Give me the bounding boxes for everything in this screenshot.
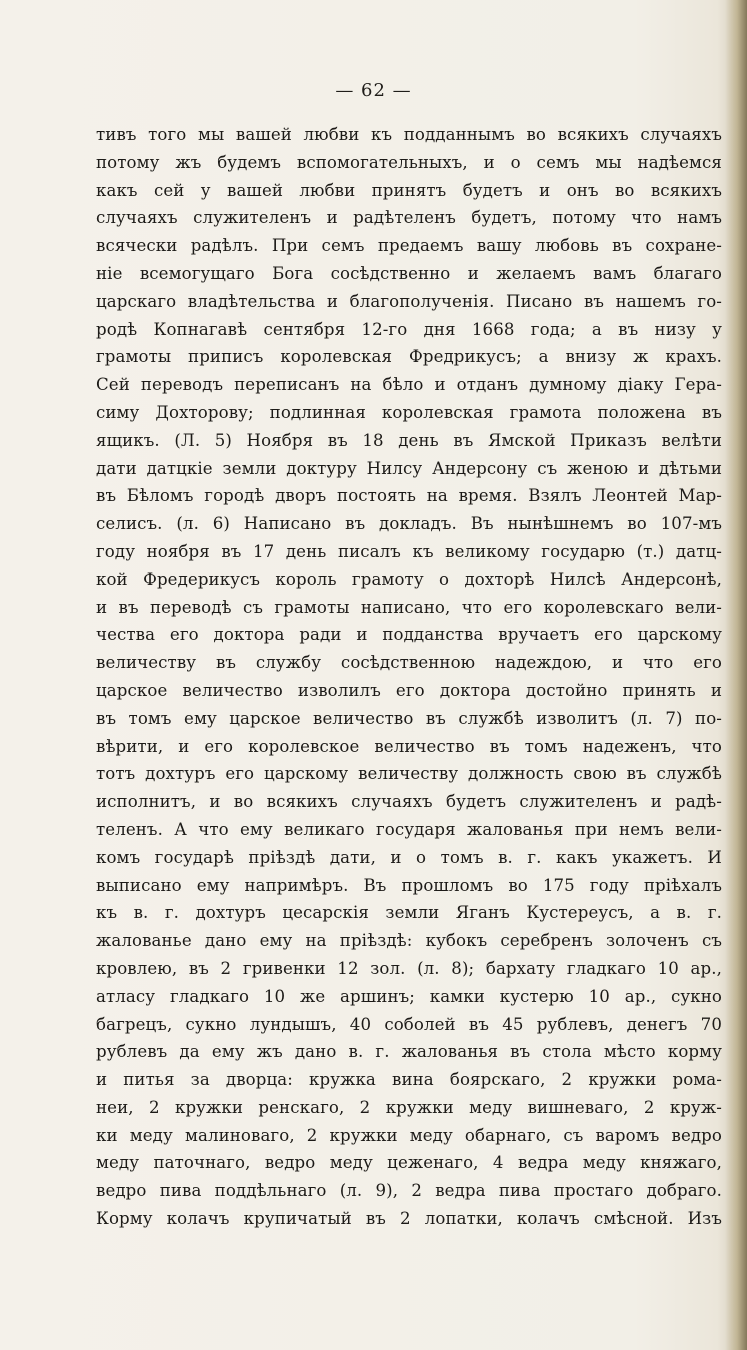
text-line: чества его доктора ради и подданства вручаетъ его царскому — [96, 625, 722, 645]
text-line: потому жъ будемъ вспомогательныхъ, и о семъ мы надѣемся — [96, 152, 722, 172]
text-line: въ томъ ему царское величество въ службѣ изволитъ (л. 7) по- — [96, 708, 722, 728]
text-line: выписано ему напримѣръ. Въ прошломъ во 175 году пріѣхалъ — [96, 875, 722, 895]
text-line: какъ сей у вашей любви принятъ будетъ и онъ во всякихъ — [96, 180, 722, 200]
text-line: ведро пива поддѣльнаго (л. 9), 2 ведра пива простаго добраго. — [96, 1181, 722, 1201]
text-line: случаяхъ служителенъ и радѣтеленъ будетъ, потому что намъ — [96, 208, 722, 228]
text-line: атласу гладкаго 10 же аршинъ; камки кустерю 10 ар., сукно — [96, 986, 722, 1006]
text-line: всячески радѣлъ. При семъ предаемъ вашу любовь въ сохране- — [96, 236, 722, 256]
text-line: тивъ того мы вашей любви къ подданнымъ во всякихъ случаяхъ — [96, 125, 722, 144]
text-line: царское величество изволилъ его доктора достойно принять и — [96, 680, 722, 700]
text-line: селисъ. (л. 6) Написано въ докладъ. Въ нынѣшнемъ во 107-мъ — [96, 514, 722, 534]
text-line: царскаго владѣтельства и благополученія. Писано въ нашемъ го- — [96, 291, 722, 311]
text-line: жалованье дано ему на пріѣздѣ: кубокъ серебренъ золоченъ съ — [96, 931, 722, 951]
text-line: и питья за дворца: кружка вина боярскаго, 2 кружки рома- — [96, 1070, 722, 1090]
text-line: исполнитъ, и во всякихъ случаяхъ будетъ служителенъ и радѣ- — [96, 792, 722, 812]
body-text — [96, 121, 722, 1233]
text-line: комъ государѣ пріѣздѣ дати, и о томъ в. г. какъ укажетъ. И — [96, 847, 722, 867]
text-line: въ Бѣломъ городѣ дворъ постоять на время. Взялъ Леонтей Мар- — [96, 486, 722, 506]
text-line: Сей переводъ переписанъ на бѣло и отданъ думному діаку Гера- — [96, 375, 722, 395]
text-line: вѣрити, и его королевское величество въ томъ надеженъ, что — [96, 736, 722, 756]
text-line: теленъ. А что ему великаго государя жалованья при немъ вели- — [96, 819, 722, 839]
page-edge-shadow — [725, 0, 747, 1350]
text-line: родѣ Копнагавѣ сентября 12-го дня 1668 года; а въ низу у — [96, 319, 722, 339]
text-line: багрецъ, сукно лундышъ, 40 соболей въ 45 рублевъ, денегъ 70 — [96, 1014, 722, 1034]
text-line: ніе всемогущаго Бога сосѣдственно и желаемъ вамъ благаго — [96, 263, 722, 283]
text-line: и въ переводѣ съ грамоты написано, что его королевскаго вели- — [96, 597, 722, 617]
text-line: ящикъ. (Л. 5) Ноября въ 18 день въ Ямской Приказъ велѣти — [96, 430, 722, 450]
text-line: величеству въ службу сосѣдственною надеждою, и что его — [96, 653, 722, 673]
text-line: году ноября въ 17 день писалъ къ великому государю (т.) датц- — [96, 541, 722, 561]
text-line: кровлею, въ 2 гривенки 12 зол. (л. 8); бархату гладкаго 10 ар., — [96, 958, 722, 978]
text-line: симу Дохторову; подлинная королевская грамота положена въ — [96, 402, 722, 422]
text-line: тотъ дохтуръ его царскому величеству должность свою въ службѣ — [96, 764, 722, 784]
page-number: — 62 — — [335, 80, 412, 101]
text-line: къ в. г. дохтуръ цесарскія земли Яганъ Кустереусъ, а в. г. — [96, 903, 722, 923]
text-line: Корму колачъ крупичатый въ 2 лопатки, колачъ смѣсной. Изъ — [96, 1209, 722, 1229]
text-line: меду паточнаго, ведро меду цеженаго, 4 ведра меду княжаго, — [96, 1153, 722, 1173]
text-line: грамоты приписъ королевская Фредрикусъ; а внизу ж крахъ. — [96, 347, 722, 367]
text-line: дати датцкіе земли доктуру Нилсу Андерсону съ женою и дѣтьми — [96, 458, 722, 478]
text-line: рублевъ да ему жъ дано в. г. жалованья въ стола мѣсто корму — [96, 1042, 722, 1062]
text-line: кой Фредерикусъ король грамоту о дохторѣ Нилсѣ Андерсонѣ, — [96, 569, 722, 589]
text-line: ки меду малиноваго, 2 кружки меду обарнаго, съ варомъ ведро — [96, 1125, 722, 1145]
text-line: неи, 2 кружки ренскаго, 2 кружки меду вишневаго, 2 круж- — [96, 1097, 722, 1117]
